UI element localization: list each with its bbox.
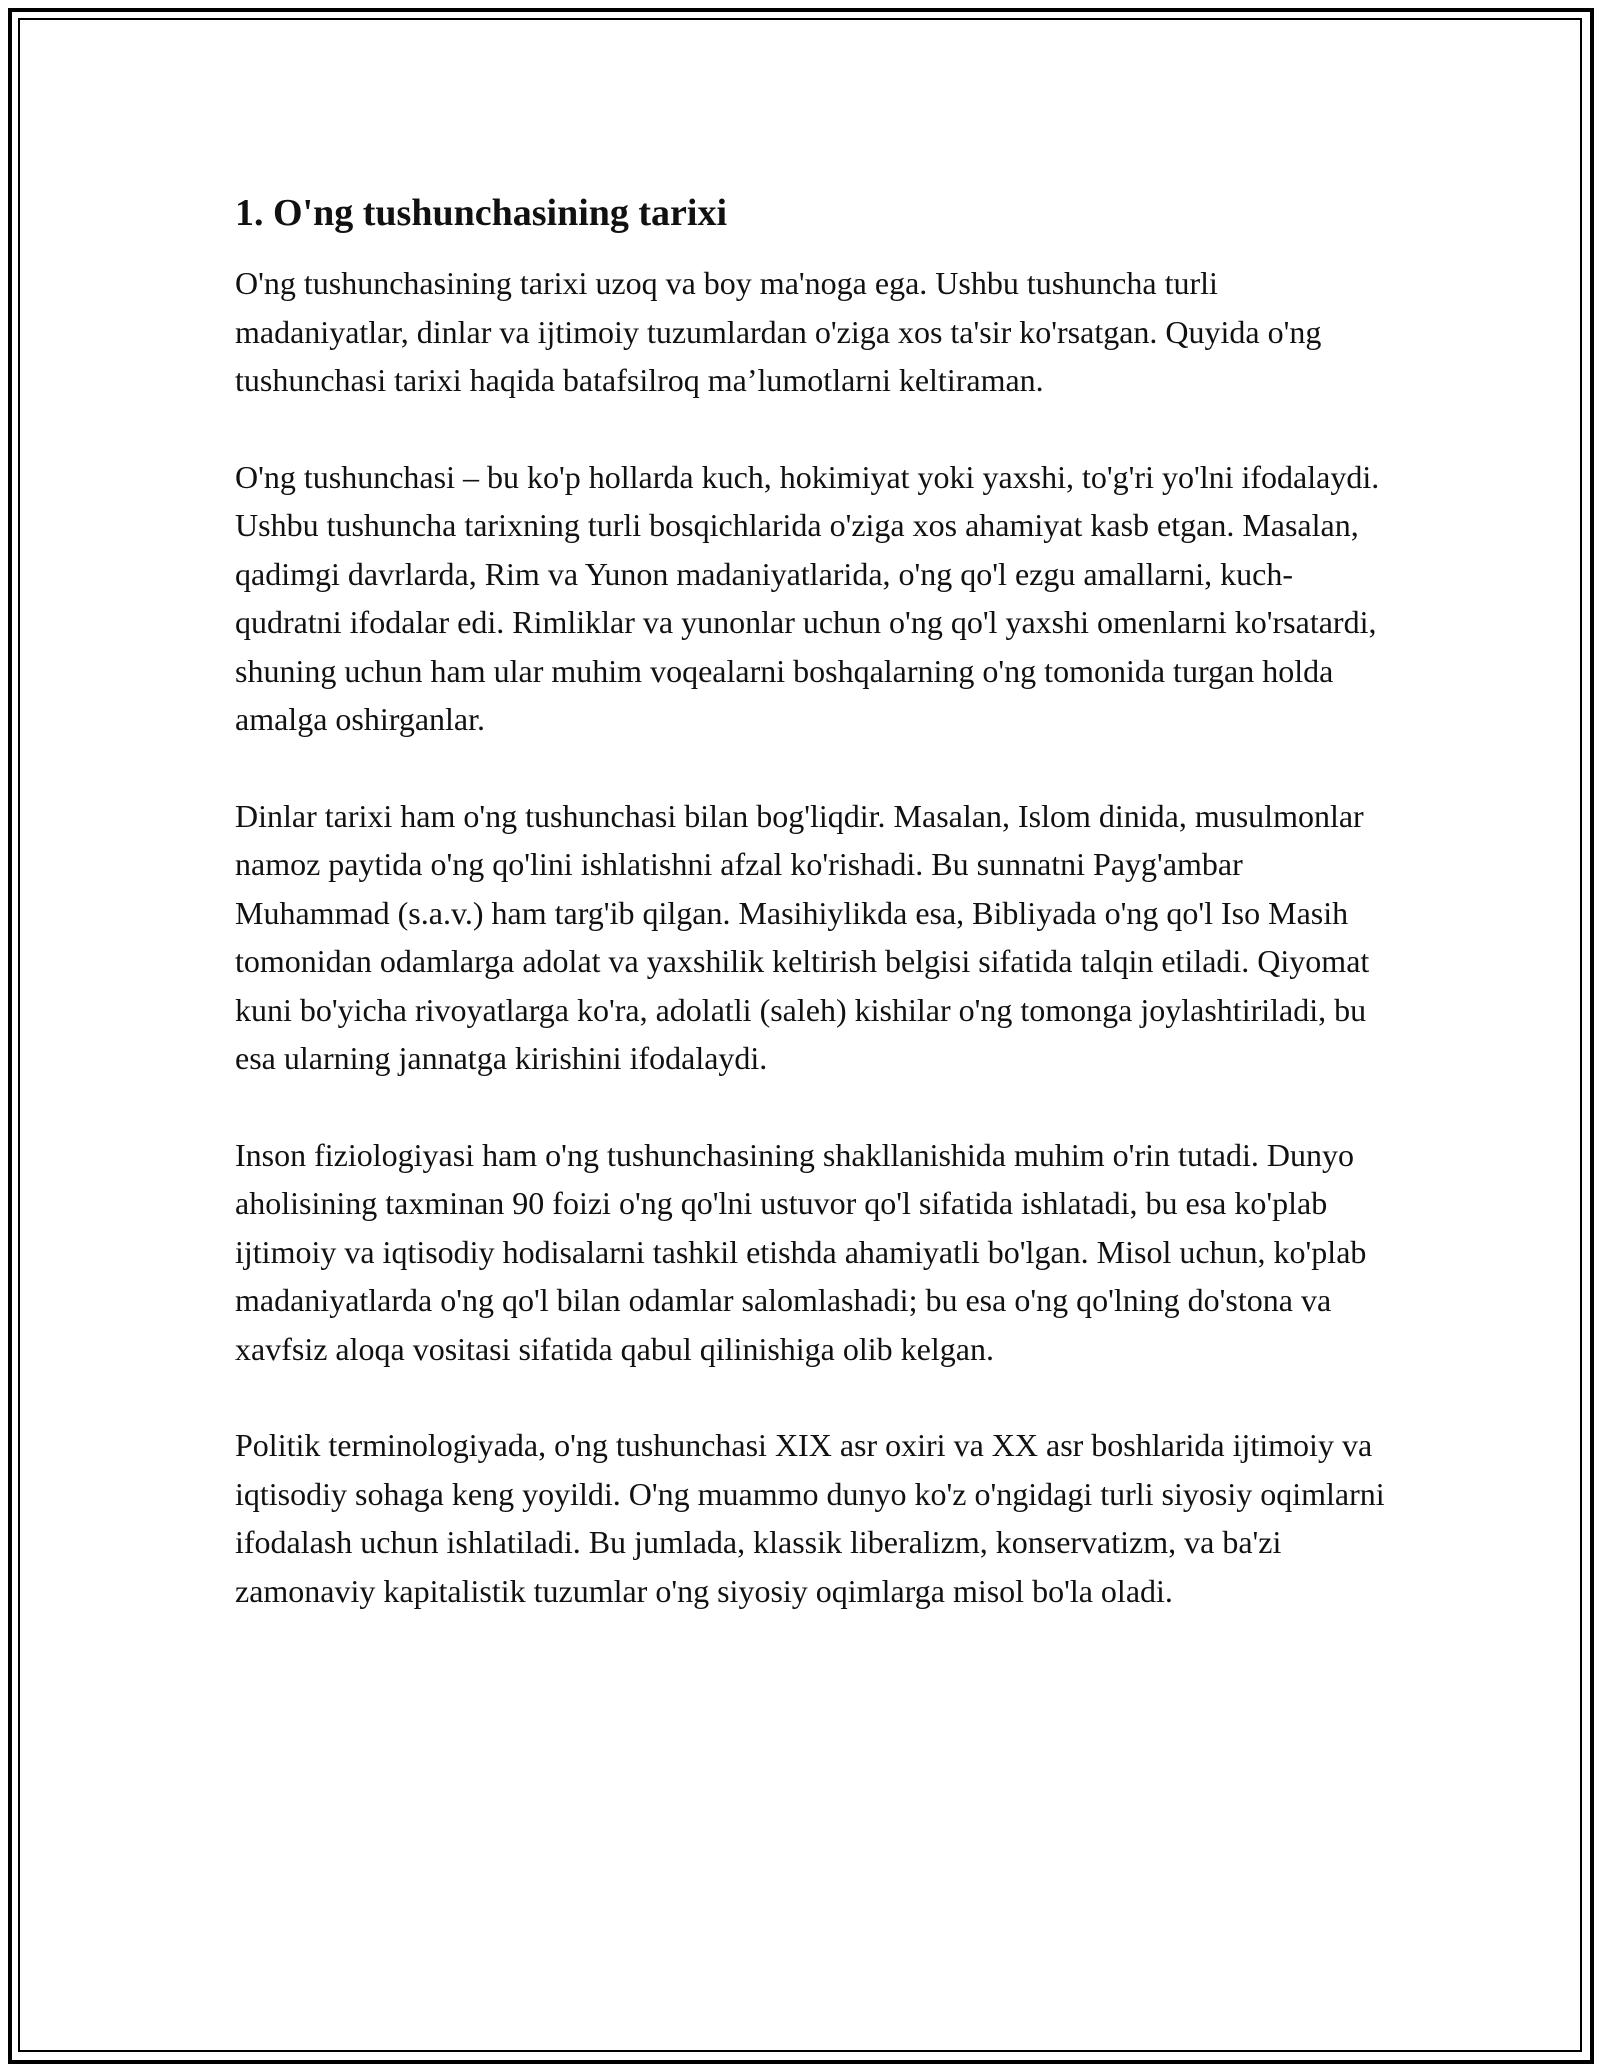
document-body bbox=[235, 185, 1385, 1663]
paragraph-physiology: Inson fiziologiyasi ham o'ng tushunchasining shakllanishida muhim o'rin tutadi. Dunyo aholisining taxminan 90 foizi o'ng qo'lni ustuvor qo'l sifatida ishlatadi, bu esa ko'plab ijtimoiy va iqtisodiy hodisalarni tashkil etishda ahamiyatli bo'lgan. Misol uchun, ko'plab madaniyatlarda o'ng qo'l bilan odamlar salomlashadi; bu esa o'ng qo'lning do'stona va xavfsiz aloqa vositasi sifatida qabul qilinishiga olib kelgan. bbox=[235, 1136, 1367, 1367]
page-title: 1. O'ng tushunchasining tarixi bbox=[235, 192, 728, 234]
paragraph-politics: Politik terminologiyada, o'ng tushunchasi XIX asr oxiri va XX asr boshlarida ijtimoiy va iqtisodiy sohaga keng yoyildi. O'ng muammo dunyo ko'z o'ngidagi turli siyosiy oqimlarni ifodalash uchun ishlatiladi. Bu jumlada, klassik liberalizm, konservatizm, va ba'zi zamonaviy kapitalistik tuzumlar o'ng siyosiy oqimlarga misol bo'la oladi. bbox=[235, 1427, 1385, 1609]
paragraph-ancient-meaning: O'ng tushunchasi – bu ko'p hollarda kuch, hokimiyat yoki yaxshi, to'g'ri yo'lni ifodalaydi. Ushbu tushuncha tarixning turli bosqichlarida o'ziga xos ahamiyat kasb etgan. Masalan, qadimgi davrlarda, Rim va Yunon madaniyatlarida, o'ng qo'l ezgu amallarni, kuch-qudratni ifodalar edi. Rimliklar va yunonlar uchun o'ng qo'l yaxshi omenlarni ko'rsatardi, shuning uchun ham ular muhim voqealarni boshqalarning o'ng tomonida turgan holda amalga oshirganlar. bbox=[235, 458, 1380, 737]
paragraph-history-intro: O'ng tushunchasining tarixi uzoq va boy ma'noga ega. Ushbu tushuncha turli madaniyatlar, dinlar va ijtimoiy tuzumlardan o'ziga xos ta'sir ko'rsatgan. Quyida o'ng tushunchasi tarixi haqida batafsilroq ma’lumotlarni keltiraman. bbox=[235, 265, 1322, 398]
paragraph-religion: Dinlar tarixi ham o'ng tushunchasi bilan bog'liqdir. Masalan, Islom dinida, musulmonlar namoz paytida o'ng qo'lini ishlatishni afzal ko'rishadi. Bu sunnatni Payg'ambar Muhammad (s.a.v.) ham targ'ib qilgan. Masihiylikda esa, Bibliyada o'ng qo'l Iso Masih tomonidan odamlarga adolat va yaxshilik keltirish belgisi sifatida talqin etiladi. Qiyomat kuni bo'yicha rivoyatlarga ko'ra, adolatli (saleh) kishilar o'ng tomonga joylashtiriladi, bu esa ularning jannatga kirishini ifodalaydi. bbox=[235, 797, 1370, 1076]
